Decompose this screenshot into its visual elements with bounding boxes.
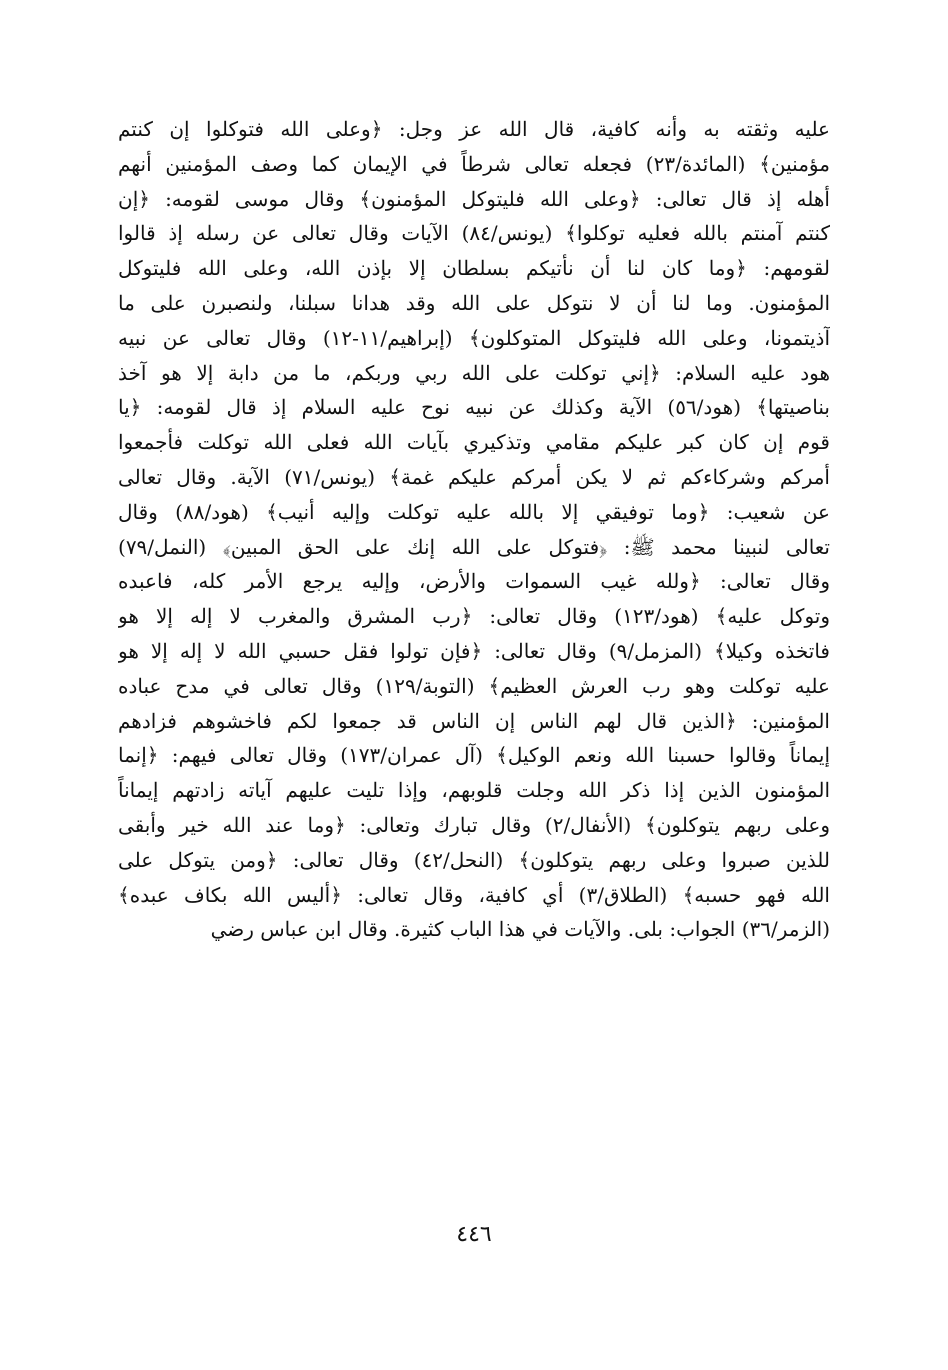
text-line: كنتم آمنتم بالله فعليه توكلوا﴾ (يونس/٨٤) الآيات وقال تعالى عن رسله إذ قالوا	[118, 221, 830, 246]
text-line: هود عليه السلام: ﴿إني توكلت على الله ربي وربكم، ما من دابة إلا هو آخذ	[118, 360, 830, 385]
text-line: المؤمنون. وما لنا أن لا نتوكل على الله وقد هدانا سبلنا، ولنصبرن على ما	[118, 290, 830, 315]
text-line: إيماناً وقالوا حسبنا الله ونعم الوكيل﴾ (آل عمران/١٧٣) وقال تعالى فيهم: ﴿إنما	[118, 743, 830, 768]
text-line: وتوكل عليه﴾ (هود/١٢٣) وقال تعالى: ﴿رب المشرق والمغرب لا إله إلا هو	[118, 604, 830, 629]
text-line: للذين صبروا وعلى ربهم يتوكلون﴾ (النحل/٤٢) وقال تعالى: ﴿ومن يتوكل على	[118, 847, 830, 872]
text-line: (الزمر/٣٦) الجواب: بلى. والآيات في هذا الباب كثيرة. وقال ابن عباس رضي	[210, 917, 830, 942]
page-number: ٤٤٦	[456, 1222, 492, 1247]
text-line: مؤمنين﴾ (المائدة/٢٣) فجعله تعالى شرطاً في الإيمان كما وصف المؤمنين أنهم	[118, 151, 830, 176]
text-line: بناصيتها﴾ (هود/٥٦) الآية وكذلك عن نبيه نوح عليه السلام إذ قال لقومه: ﴿يا	[118, 395, 830, 420]
text-line: المؤمنون الذين إذا ذكر الله وجلت قلوبهم، وإذا تليت عليهم آياته زادتهم إيماناً	[118, 778, 830, 803]
text-line: أهله إذ قال تعالى: ﴿وعلى الله فليتوكل المؤمنون﴾ وقال موسى لقومه: ﴿إن	[118, 186, 830, 211]
text-line: الله فهو حسبه﴾ (الطلاق/٣) أي كافية، وقال تعالى: ﴿أليس الله بكاف عبده﴾	[118, 882, 830, 907]
text-line: عليه توكلت وهو رب العرش العظيم﴾ (التوبة/١٢٩) وقال تعالى في مدح عباده	[118, 673, 830, 698]
text-line: وعلى ربهم يتوكلون﴾ (الأنفال/٢) وقال تبارك وتعالى: ﴿وما عند الله خير وأبقى	[118, 812, 830, 837]
body-text	[118, 112, 830, 947]
text-line: المؤمنين: ﴿الذين قال لهم الناس إن الناس قد جمعوا لكم فاخشوهم فزادهم	[118, 708, 830, 733]
text-line: قوم إن كان كبر عليكم مقامي وتذكيري بآيات الله فعلى الله توكلت فأجمعوا	[118, 430, 830, 455]
text-line: وقال تعالى: ﴿ولله غيب السموات والأرض، وإليه يرجع الأمر كله، فاعبده	[118, 569, 830, 594]
text-line: آذيتمونا، وعلى الله فليتوكل المتوكلون﴾ (إبراهيم/١١-١٢) وقال تعالى عن نبيه	[118, 325, 830, 350]
text-line: فاتخذه وكيلا﴾ (المزمل/٩) وقال تعالى: ﴿فإن تولوا فقل حسبي الله لا إله إلا هو	[118, 638, 830, 663]
text-line: عن شعيب: ﴿وما توفيقي إلا بالله عليه توكلت وإليه أنيب﴾ (هود/٨٨) وقال	[118, 499, 830, 524]
text-line: أمركم وشركاءكم ثم لا يكن أمركم عليكم غمة﴾ (يونس/٧١) الآية. وقال تعالى	[118, 464, 830, 489]
text-line: لقومهم: ﴿وما كان لنا أن نأتيكم بسلطان إلا بإذن الله، وعلى الله فليتوكل	[118, 256, 830, 281]
text-line: عليه وثقته به وأنه كافية، قال الله عز وجل: ﴿وعلى الله فتوكلوا إن كنتم	[118, 117, 830, 141]
text-line: تعالى لنبينا محمد ﷺ: ﴿فتوكل على الله إنك على الحق المبين﴾ (النمل/٧٩)	[118, 534, 830, 559]
